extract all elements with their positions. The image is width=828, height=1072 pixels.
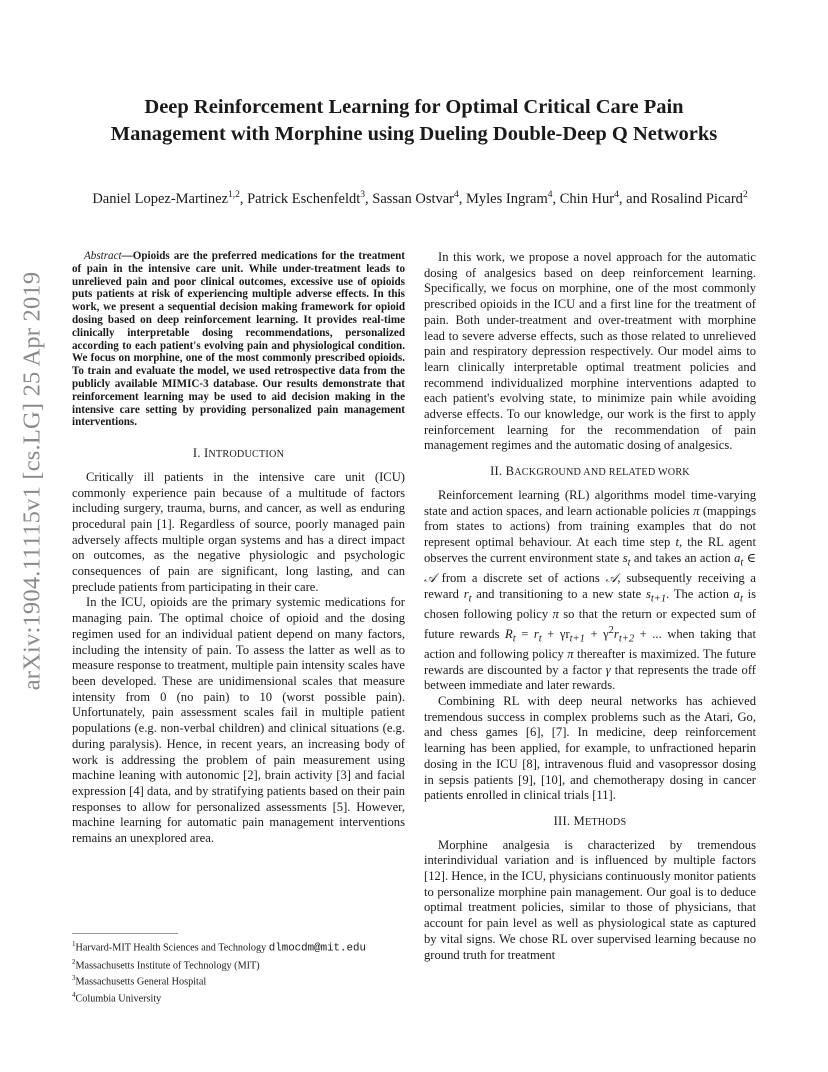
title-line-1: Deep Reinforcement Learning for Optimal Critical Care Pain	[144, 96, 684, 118]
section-title-initial: B	[505, 464, 515, 479]
author-separator: ,	[552, 190, 560, 207]
footnote-mark: 4	[72, 990, 76, 999]
section-title-rest: ACKGROUND AND RELATED WORK	[514, 467, 690, 479]
footnote	[72, 938, 405, 956]
background-paragraph-2: Combining RL with deep neural networks has achieved tremendous success in complex problems such as the Atari, Go, and chess games [6], [7]. In medicine, deep reinforcement learning has been applied, for example, to unfractioned heparin dosing in the ICU [8], intravenous fluid and vasopressor dosing in sepsis patients [9], [10], and chemotherapy dosing in cancer patients enrolled in clinical trials [11].	[424, 694, 756, 803]
background-paragraph-1: Reinforcement learning (RL) algorithms model time-varying state and action spaces, and learn actionable policies π (mappings from states to actions) from training examples that do not represent optimal behaviour. At each time step t, the RL agent observes the current environment state $s_t$ and takes an action $a_t$ ∈ 𝒜 from a discrete set of actions 𝒜, subsequently receiving a reward $r_t$ and transitioning to a new state $s_{t+1}$. The action $a_t$ is chosen following policy π so that the return or expected sum of future rewards $R_t = r_t + \gamma r_{t+1} + \gamma^2r_{t+2}$ + ... when taking that action and following policy π thereafter is maximized. The future rewards are discounted by a factor γ that represents the trade off between immediate and later rewards.	[424, 487, 757, 693]
footnote-email[interactable]: dlmocdm@mit.edu	[268, 942, 366, 955]
author-affiliation: 4	[454, 190, 459, 200]
author-list	[40, 185, 800, 209]
author-affiliation: 4	[614, 190, 619, 200]
arxiv-stamp-text: arXiv:1904.11115v1 [cs.LG] 25 Apr 2019	[18, 271, 46, 691]
abstract-label: Abstract	[84, 250, 122, 262]
footnote	[72, 972, 405, 989]
section-title-rest: ETHODS	[584, 816, 627, 828]
intro-paragraph-1: Critically ill patients in the intensive care unit (ICU) commonly experience pain because of a multitude of factors including surgery, trauma, burns, and cancer, as well as enduring procedural pain [1]. Regardless of source, poorly managed pain adversely affects multiple organ systems and has a direct impact on outcomes, as the negative physiologic and psychologic consequences of pain are significant, long lasting, and can preclude patients from participating in their care.	[72, 469, 405, 594]
author-affiliation: 4	[547, 190, 553, 200]
section-number: II.	[490, 464, 503, 479]
footnote-rule	[72, 933, 178, 934]
paper-title	[60, 94, 768, 148]
footnote-mark: 2	[72, 957, 76, 966]
methods-paragraph-1: Morphine analgesia is characterized by tremendous interindividual variation and is influenced by multiple factors [12]. Hence, in the ICU, physicians continuously monitor patients to personalize morphine pain management. Our goal is to deduce optimal treatment policies, similar to those of physicians, that account for pain level as well as physiological state as captured by vital signs. We chose RL over supervised learning because no ground truth for treatment	[424, 837, 756, 962]
section-title-initial: I	[203, 446, 209, 461]
author-separator: ,	[365, 190, 373, 207]
author: Sassan Ostvar	[372, 190, 455, 207]
abstract-dash: —	[121, 250, 133, 262]
footnote	[72, 989, 405, 1006]
footnote	[72, 956, 405, 973]
left-column	[72, 250, 405, 847]
author: Daniel Lopez-Martinez	[92, 190, 228, 207]
author-affiliation: 3	[360, 190, 365, 200]
author-separator: ,	[458, 190, 467, 207]
section-heading-methods	[424, 814, 756, 831]
section-heading-background	[424, 464, 756, 481]
footnote-text: Massachusetts Institute of Technology (MIT)	[75, 959, 260, 971]
footnote-text: Columbia University	[75, 993, 162, 1005]
author-affiliation: 2	[742, 190, 748, 200]
author: Chin Hur	[559, 190, 615, 207]
intro-paragraph-3: In this work, we propose a novel approach for the automatic dosing of analgesics based on deep reinforcement learning. Specifically, we focus on morphine, one of the most commonly prescribed opioids in the ICU and a first line for the treatment of pain. Both under-treatment and over-treatment with morphine lead to severe adverse effects, such as those related to unrelieved pain and respiratory depression respectively. Our model aims to learn clinically interpretable optimal treatment policies and recommend individualized morphine interventions adapted to each patient's evolving state, to minimize pain while avoiding adverse effects. To our knowledge, our work is the first to apply reinforcement learning for the recommendation of pain management regimes and the automatic dosing of analgesics.	[424, 250, 756, 453]
section-heading-introduction	[72, 446, 405, 463]
footnote-text: Massachusetts General Hospital	[75, 976, 207, 988]
intro-paragraph-2: In the ICU, opioids are the primary systemic medications for managing pain. The optimal choice of opioid and the dosing regimen used for an individual patient depend on many factors, including the intensity of pain. To assess the latter as well as to measure response to treatment, multiple pain intensity scales have been developed. These are unidimensional scales that measure intensity from 0 (no pain) to 10 (worst possible pain). Unfortunately, pain assessment scales fail in multiple patient populations (e.g. non-verbal children) and clinical situations (e.g. during paralysis). Hence, in recent years, an increasing body of work is addressing the problem of pain measurement using machine leaning with autonomic [2], brain activity [3] and facial expression [4] data, and by stratifying patients based on their pain responses to allow for personalized assessments [5]. However, machine learning for automatic pain management interventions remains an unexplored area.	[72, 595, 405, 846]
author-separator: ,	[239, 190, 248, 207]
author: Rosalind Picard	[650, 190, 743, 207]
title-line-2: Management with Morphine using Dueling Double-Deep Q Networks	[110, 123, 718, 145]
author: Patrick Eschenfeldt	[247, 190, 361, 207]
abstract-text: Opioids are the preferred medications for the treatment of pain in the intensive care unit. While under-treatment leads to unrelieved pain and poor clinical outcomes, excessive use of opioids puts patients at risk of experiencing multiple adverse effects. In this work, we present a sequential decision making framework for opioid dosing based on deep reinforcement learning. It provides real-time clinically interpretable dosing recommendations, personalized according to each patient's evolving pain and physiological condition. We focus on morphine, one of the most commonly prescribed opioids. To train and evaluate the model, we used retrospective data from the publicly available MIMIC-3 database. Our results demonstrate that reinforcement learning may be used to aid decision making in the intensive care setting by providing personalized pain management interventions.	[72, 250, 405, 429]
author-separator: , and	[618, 190, 651, 207]
footnote-mark: 3	[72, 974, 76, 983]
footnote-text: Harvard-MIT Health Sciences and Technology	[75, 942, 269, 954]
section-number: III.	[553, 813, 571, 828]
author: Myles Ingram	[466, 190, 548, 207]
section-number: I.	[192, 446, 201, 461]
author-affiliation: 1,2	[227, 190, 240, 200]
abstract	[72, 250, 405, 429]
footnotes	[72, 938, 405, 1005]
footnote-mark: 1	[72, 940, 76, 948]
section-title-rest: NTRODUCTION	[208, 449, 285, 461]
arxiv-stamp	[12, 271, 52, 691]
right-column	[424, 250, 756, 963]
section-title-initial: M	[573, 813, 585, 828]
